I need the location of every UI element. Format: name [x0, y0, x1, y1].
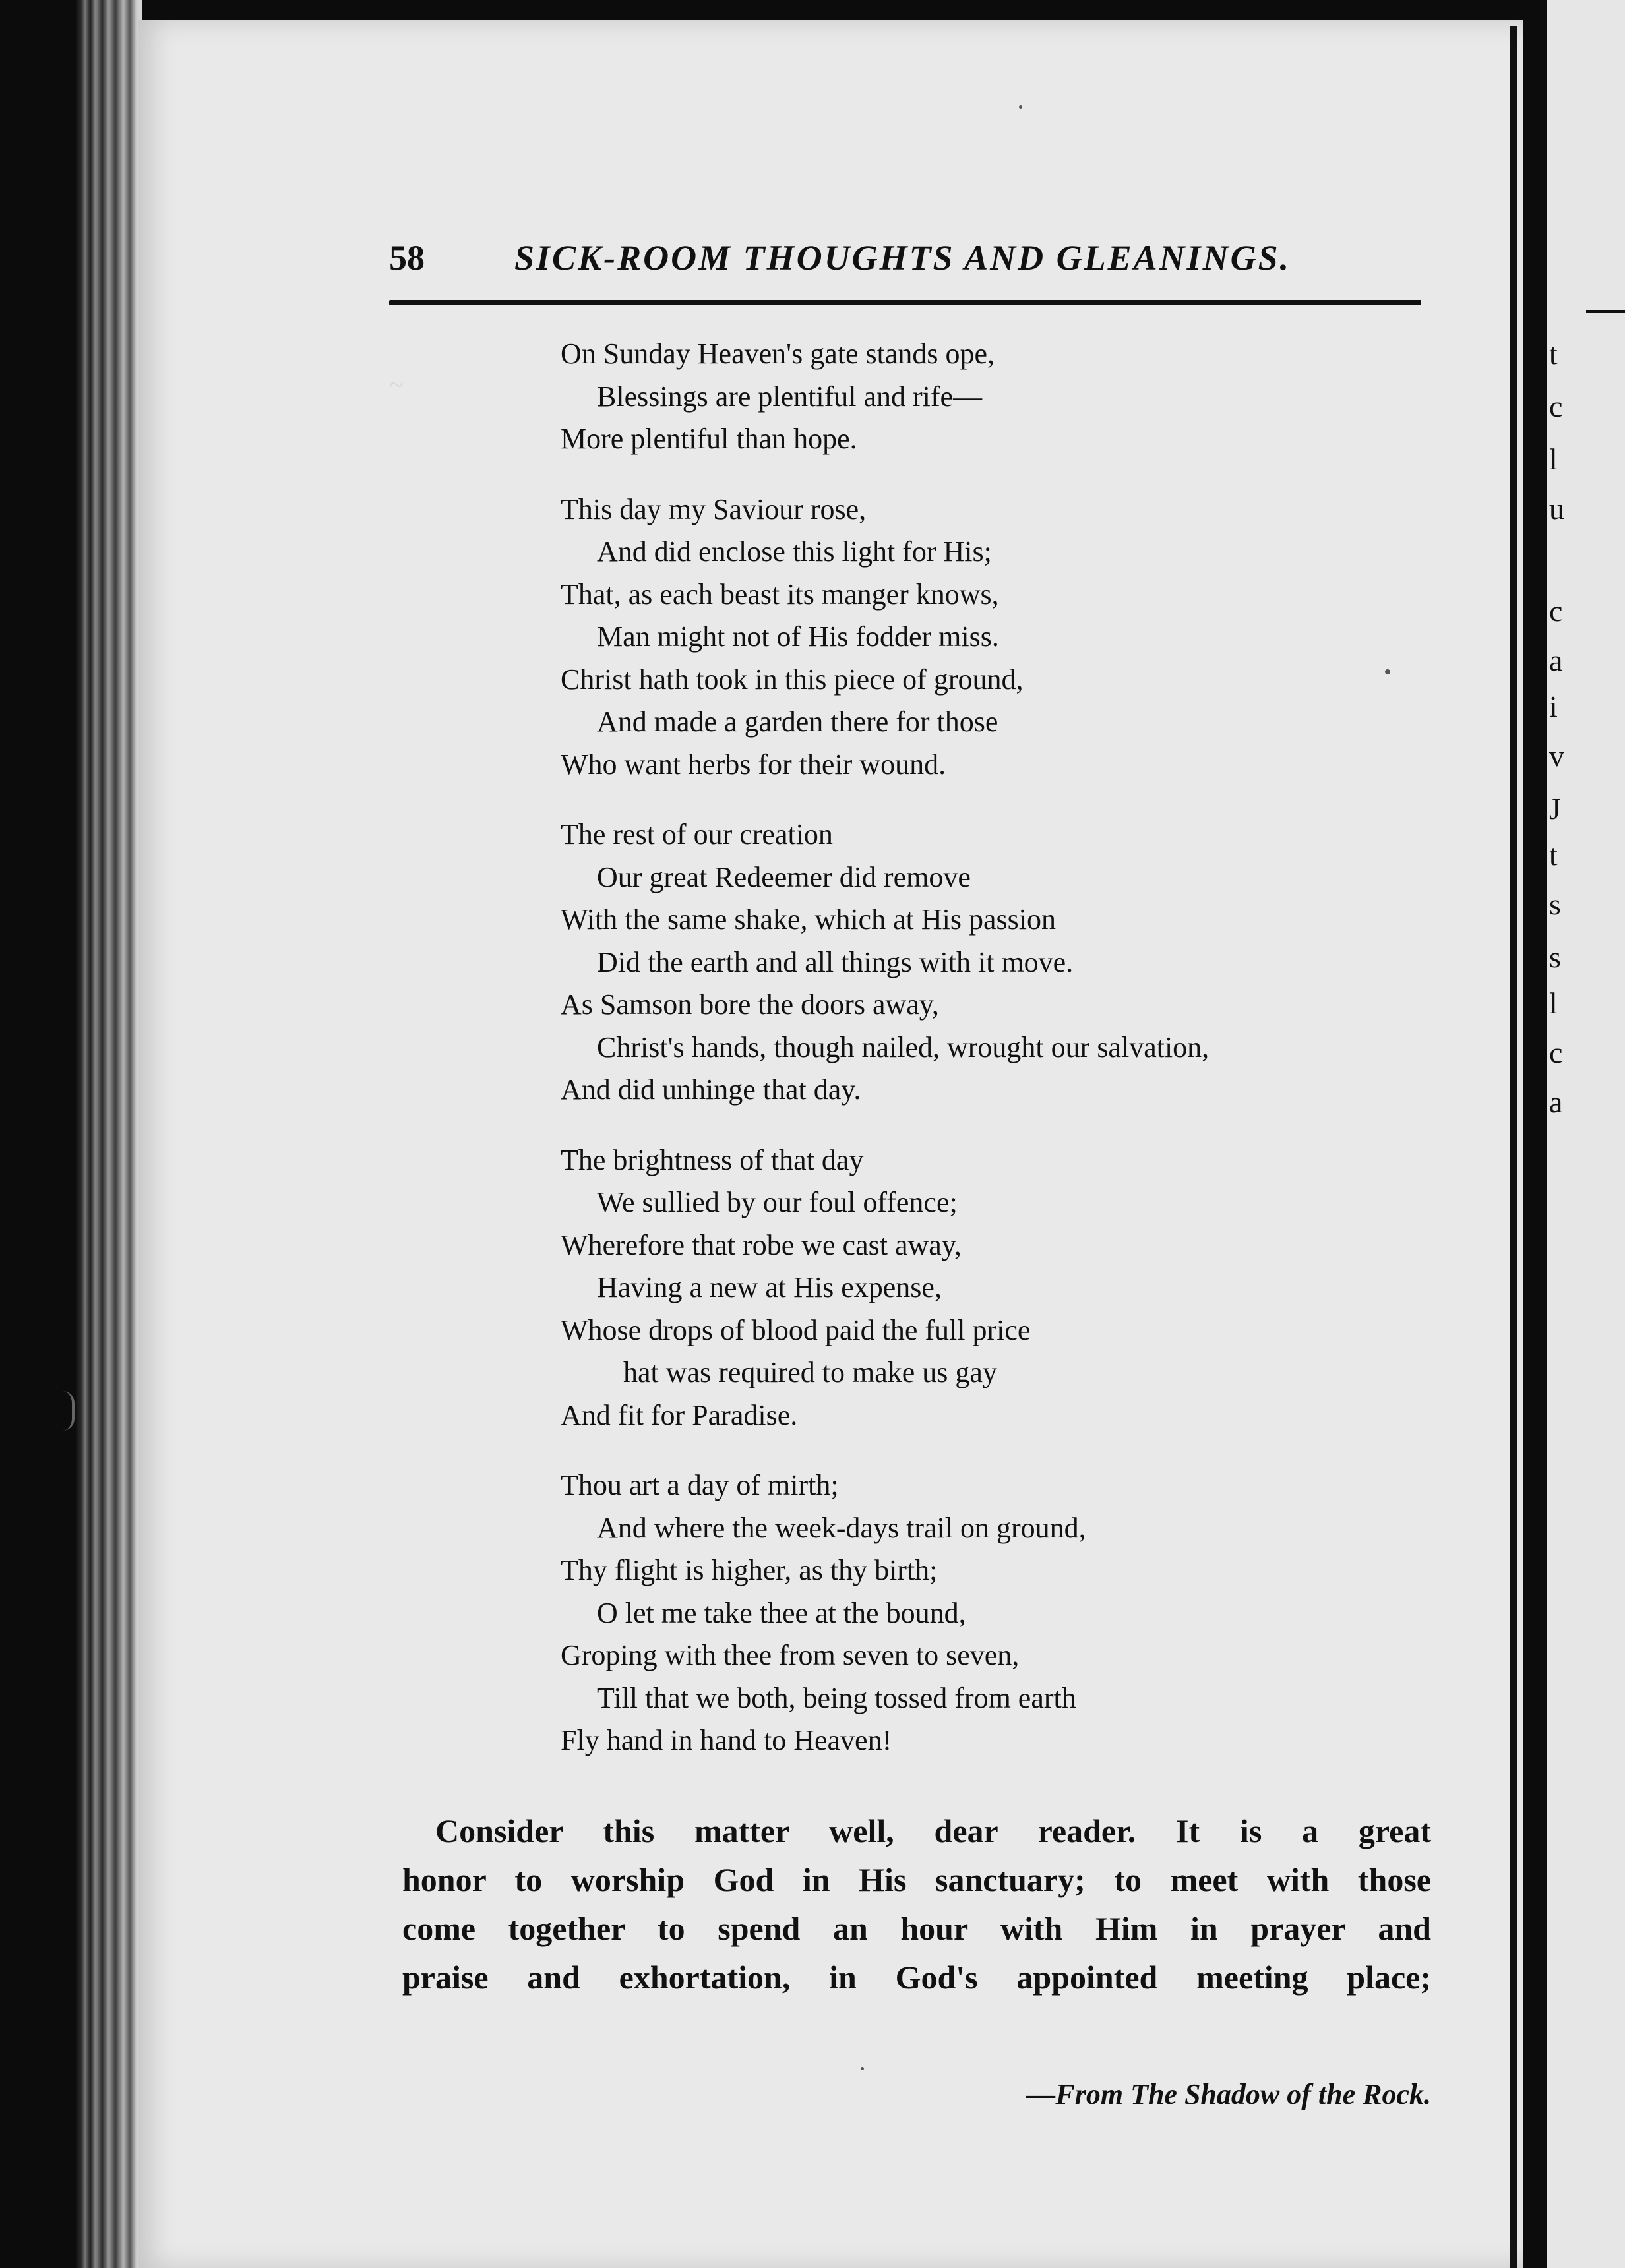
next-page-fragment: t [1549, 337, 1558, 371]
poem-line: Groping with thee from seven to seven, [561, 1639, 1020, 1671]
stanza [561, 333, 1431, 461]
running-title: SICK-ROOM THOUGHTS AND GLEANINGS. [514, 238, 1291, 278]
page-header [389, 231, 1418, 284]
next-page-fragment: c [1549, 594, 1563, 628]
next-page-fragment: t [1549, 838, 1558, 872]
next-page-fragment: s [1549, 940, 1561, 974]
page-number: 58 [389, 238, 425, 278]
paper-speck [1385, 669, 1390, 674]
poem-line: And did enclose this light for His; [597, 535, 992, 568]
next-page-fragment: v [1549, 739, 1564, 773]
poem-line: Whose drops of blood paid the full price [561, 1313, 1031, 1346]
poem-line: Wherefore that robe we cast away, [561, 1228, 962, 1261]
next-page-fragment: c [1549, 1036, 1563, 1069]
poem-line: Man might not of His fodder miss. [597, 620, 999, 653]
poem-line: And fit for Paradise. [561, 1398, 798, 1431]
poem-line: That, as each beast its manger knows, [561, 578, 999, 611]
poem-line: We sullied by our foul offence; [597, 1186, 958, 1218]
prose-line: come together to spend an hour with Him in prayer and [402, 1910, 1431, 1947]
poem-line: The rest of our creation [561, 818, 833, 850]
next-page-rule [1586, 310, 1625, 313]
poem-line: Who want herbs for their wound. [561, 748, 946, 781]
next-page-fragment: a [1549, 643, 1563, 677]
paper-speck [1019, 105, 1022, 109]
next-page-fragment: i [1549, 690, 1558, 723]
header-rule [389, 300, 1421, 305]
next-page-fragment: l [1549, 986, 1558, 1020]
poem-line: This day my Saviour rose, [561, 492, 867, 525]
next-page-edge [1547, 0, 1625, 2268]
poem-line: On Sunday Heaven's gate stands ope, [561, 338, 995, 370]
prose-paragraph [402, 1806, 1431, 2002]
poem-line: Our great Redeemer did remove [597, 860, 971, 893]
page-edge-mark [63, 1391, 75, 1431]
next-page-fragment: J [1549, 792, 1561, 825]
poem-line: hat was required to make us gay [623, 1356, 997, 1388]
poem-line: Christ's hands, though nailed, wrought our salvation, [597, 1030, 1210, 1063]
poem-line: Blessings are plentiful and rife— [597, 380, 983, 413]
gutter-shadow [1510, 26, 1517, 2268]
poem-line: And made a garden there for those [597, 705, 998, 738]
poem-line: Thy flight is higher, as thy birth; [561, 1554, 938, 1586]
prose-line: Consider this matter well, dear reader. It is a great [435, 1812, 1431, 1849]
next-page-fragment: u [1549, 492, 1564, 525]
stanza [561, 489, 1431, 787]
poem-line: Did the earth and all things with it move. [597, 945, 1074, 978]
poem-line: More plentiful than hope. [561, 423, 857, 455]
poem-line: With the same shake, which at His passion [561, 903, 1056, 936]
next-page-fragment: l [1549, 442, 1558, 476]
poem-line: The brightness of that day [561, 1143, 864, 1176]
bleed-through-text: ~ [389, 370, 404, 400]
poem-line: Till that we both, being tossed from earth [597, 1681, 1076, 1714]
paper-speck [861, 2067, 864, 2070]
poem-attribution: —From The Shadow of the Rock. [1026, 2078, 1431, 2110]
page-edges-stack [76, 0, 142, 2268]
poem-line: And did unhinge that day. [561, 1073, 861, 1106]
poem-line: Having a new at His expense, [597, 1271, 942, 1303]
next-page-fragment: c [1549, 390, 1563, 423]
poem-line: As Samson bore the doors away, [561, 988, 939, 1021]
stanza [561, 1139, 1431, 1437]
poem-line: And where the week-days trail on ground, [597, 1511, 1086, 1544]
poem-line: Fly hand in hand to Heaven! [561, 1724, 892, 1756]
poem-line: Christ hath took in this piece of ground, [561, 663, 1024, 696]
prose-line: praise and exhortation, in God's appointed meeting place; [402, 1959, 1431, 1996]
next-page-fragment: s [1549, 887, 1561, 921]
poem-line: O let me take thee at the bound, [597, 1596, 966, 1629]
poem-line: Thou art a day of mirth; [561, 1469, 839, 1501]
prose-line: honor to worship God in His sanctuary; to meet with those [402, 1861, 1431, 1898]
stanza [561, 814, 1431, 1112]
stanza [561, 1464, 1431, 1762]
next-page-fragment: a [1549, 1085, 1563, 1119]
